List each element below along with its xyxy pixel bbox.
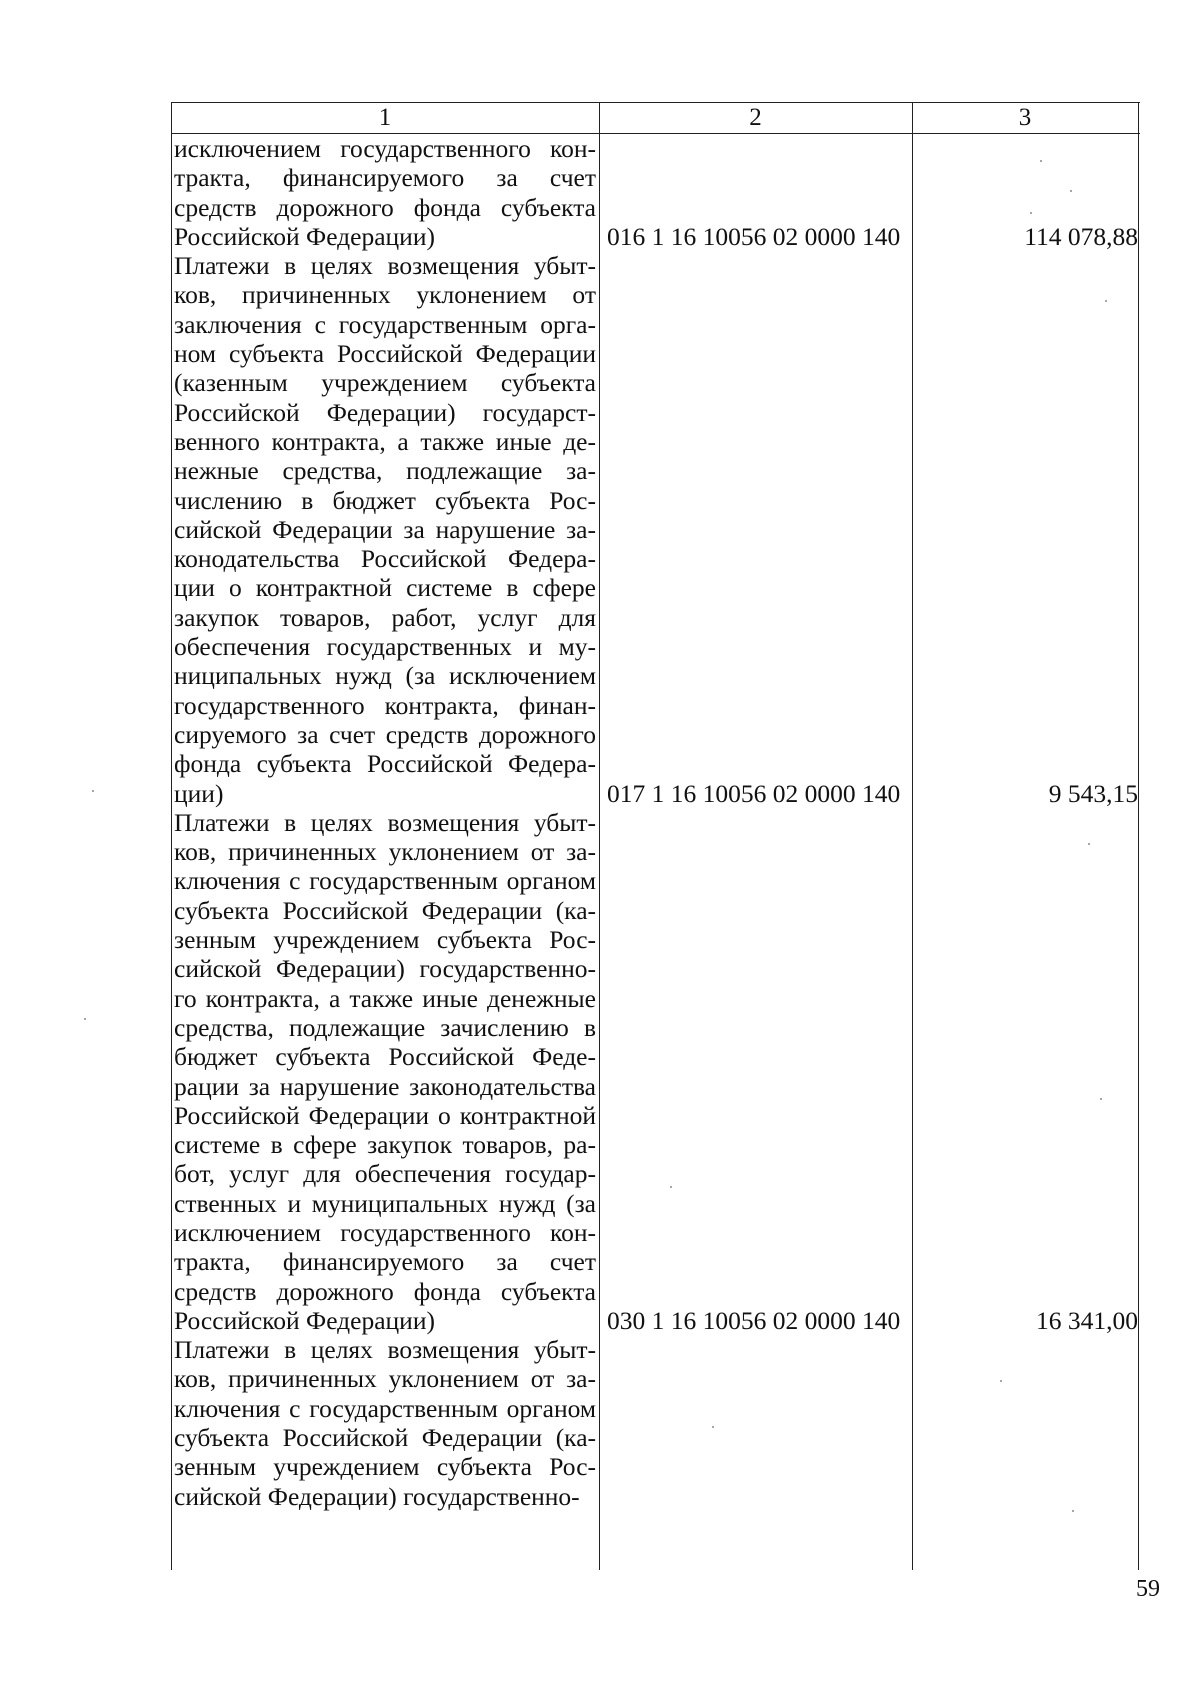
amount-value: 114 078,88 bbox=[1024, 221, 1138, 251]
table-right-border bbox=[1138, 102, 1139, 1570]
description-line: сируемого за счет средств дорожного bbox=[174, 719, 596, 749]
column-divider-2 bbox=[912, 102, 913, 1570]
description-line: закупок товаров, работ, услуг для bbox=[174, 602, 596, 632]
description-line: числению в бюджет субъекта Рос- bbox=[174, 485, 596, 515]
description-line: Платежи в целях возмещения убыт- bbox=[174, 251, 596, 281]
description-line: рации за нарушение законодательства bbox=[174, 1071, 596, 1101]
header-cell-1: 1 bbox=[378, 104, 392, 131]
description-line: Платежи в целях возмещения убыт- bbox=[174, 807, 596, 837]
description-line: субъекта Российской Федерации (ка- bbox=[174, 895, 596, 925]
description-line: конодательства Российской Федера- bbox=[174, 544, 596, 574]
table-left-border bbox=[171, 102, 172, 1570]
description-line: заключения с государственным орга- bbox=[174, 309, 596, 339]
description-line: ключения с государственным органом bbox=[174, 866, 596, 896]
budget-table bbox=[171, 102, 1140, 1572]
description-line: сийской Федерации) государственно- bbox=[174, 954, 596, 984]
description-line: ков, причиненных уклонением от bbox=[174, 280, 596, 310]
description-line: ков, причиненных уклонением от за- bbox=[174, 837, 596, 867]
budget-code: 030 1 16 10056 02 0000 140 bbox=[607, 1306, 901, 1335]
scan-speck bbox=[1088, 843, 1090, 845]
description-line: бот, услуг для обеспечения государ- bbox=[174, 1159, 596, 1189]
header-cell-2: 2 bbox=[749, 104, 762, 131]
description-line: ственных и муниципальных нужд (за bbox=[174, 1188, 596, 1218]
description-line: Платежи в целях возмещения убыт- bbox=[174, 1335, 596, 1365]
description-line: субъекта Российской Федерации (ка- bbox=[174, 1423, 596, 1453]
description-line: (казенным учреждением субъекта bbox=[174, 368, 596, 398]
description-line: ков, причиненных уклонением от за- bbox=[174, 1364, 596, 1394]
scan-speck bbox=[1105, 300, 1107, 302]
scan-speck bbox=[1100, 1098, 1102, 1100]
description-line: исключением государственного кон- bbox=[174, 1217, 596, 1247]
amount-value: 16 341,00 bbox=[1036, 1306, 1138, 1335]
scan-speck bbox=[670, 1186, 672, 1188]
description-column bbox=[174, 134, 596, 1511]
scan-speck bbox=[1072, 1510, 1074, 1512]
header-cell-3: 3 bbox=[1018, 104, 1032, 131]
description-line: фонда субъекта Российской Федера- bbox=[174, 749, 596, 779]
budget-code: 016 1 16 10056 02 0000 140 bbox=[607, 221, 901, 251]
description-line: ции о контрактной системе в сфере bbox=[174, 573, 596, 603]
column-divider-1 bbox=[599, 102, 600, 1570]
description-line: средств дорожного фонда субъекта bbox=[174, 1276, 596, 1306]
description-line: Российской Федерации) bbox=[174, 221, 435, 251]
description-line: ключения с государственным органом bbox=[174, 1393, 596, 1423]
scan-speck bbox=[1040, 160, 1042, 162]
description-line: Российской Федерации) bbox=[174, 1305, 435, 1335]
scan-speck bbox=[84, 1018, 86, 1020]
description-line: Российской Федерации о контрактной bbox=[174, 1100, 596, 1130]
description-line: бюджет субъекта Российской Феде- bbox=[174, 1042, 596, 1072]
description-line: системе в сфере закупок товаров, ра- bbox=[174, 1130, 596, 1160]
scan-speck bbox=[712, 1426, 714, 1428]
scan-speck bbox=[1000, 1380, 1002, 1382]
budget-code: 017 1 16 10056 02 0000 140 bbox=[607, 778, 901, 808]
amount-value: 9 543,15 bbox=[1048, 778, 1138, 808]
description-line: исключением государственного кон- bbox=[174, 134, 596, 163]
description-line: го контракта, а также иные денежные bbox=[174, 983, 596, 1013]
description-line: обеспечения государственных и му- bbox=[174, 632, 596, 662]
description-line: государственного контракта, финан- bbox=[174, 690, 596, 720]
description-line: тракта, финансируемого за счет bbox=[174, 163, 596, 193]
page-number: 59 bbox=[1136, 1576, 1160, 1602]
description-line: ниципальных нужд (за исключением bbox=[174, 661, 596, 691]
scan-speck bbox=[92, 790, 94, 792]
description-line: Российской Федерации) государст- bbox=[174, 397, 596, 427]
description-line: сийской Федерации) государственно- bbox=[174, 1481, 580, 1511]
scan-speck bbox=[1030, 212, 1032, 214]
description-line: венного контракта, а также иные де- bbox=[174, 426, 596, 456]
description-line: ном субъекта Российской Федерации bbox=[174, 339, 596, 369]
description-line: средств дорожного фонда субъекта bbox=[174, 192, 596, 222]
description-line: зенным учреждением субъекта Рос- bbox=[174, 925, 596, 955]
description-line: тракта, финансируемого за счет bbox=[174, 1247, 596, 1277]
description-line: нежные средства, подлежащие за- bbox=[174, 456, 596, 486]
scan-speck bbox=[1070, 190, 1072, 192]
description-line: сийской Федерации за нарушение за- bbox=[174, 514, 596, 544]
description-line: ции) bbox=[174, 778, 224, 808]
description-line: средства, подлежащие зачислению в bbox=[174, 1012, 596, 1042]
description-line: зенным учреждением субъекта Рос- bbox=[174, 1452, 596, 1482]
